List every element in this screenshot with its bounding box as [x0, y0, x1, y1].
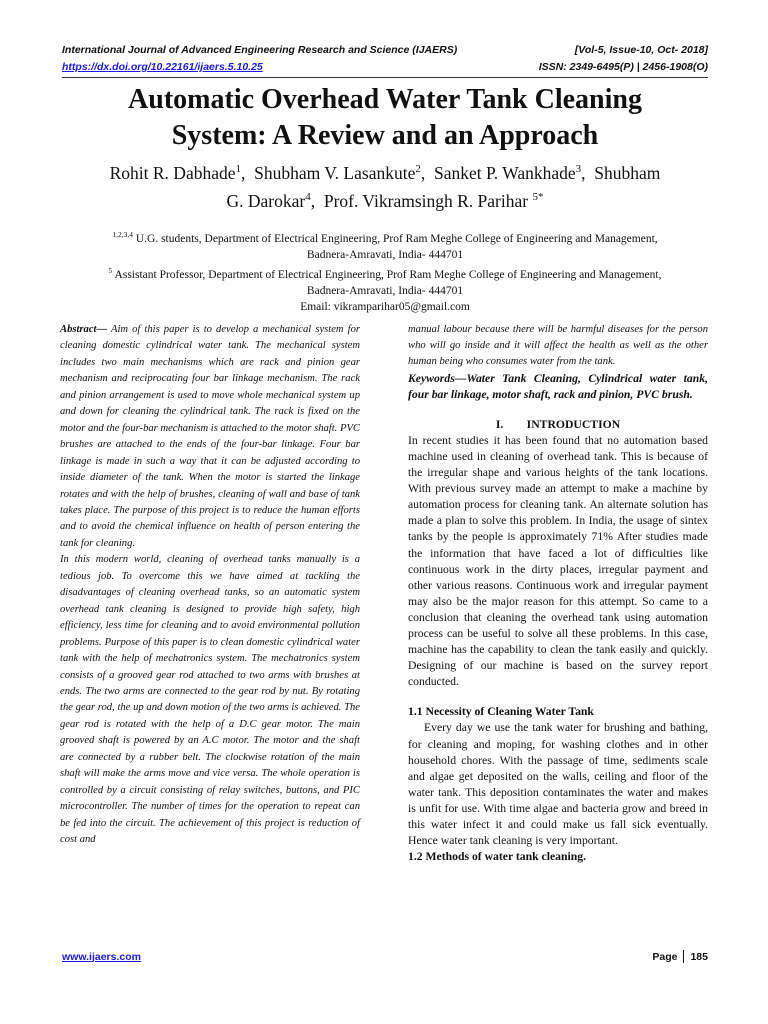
contact-email: Email: vikramparihar05@gmail.com	[300, 300, 470, 313]
page-number: 185	[690, 950, 708, 963]
author-3-mark: 3	[575, 163, 582, 175]
paper-title	[62, 82, 708, 154]
page-divider	[683, 950, 684, 963]
affil-students-line-2: Badnera-Amravati, India- 444701	[306, 248, 464, 261]
author-1: Rohit R. Dabhade	[109, 162, 236, 183]
abstract-paragraph-1: Abstract— Aim of this paper is to develop a mechanical system for cleaning domestic cylindrical water tank. The mechanical system includes two main mechanisms which are rack and pinion gear mechanism and reciprocating four bar linkage mechanism. The rack and pinion arrangement is used to move whole mechanical system up and down for cleaning the cylindrical tank. The rack is fixed on the motor and the four-bar mechanism is attached to the motor shaft. PVC brushes are attached to the ends of the four-bar linkage. Four bar linkage is made in such a way that it can be adjusted according to inside diameter of the tank. When the motor is started the linkage rotates and with the help of brushes, cleaning of wall and base of tank takes place. The purpose of this project is to reduce the human efforts and to avoid the chemical influence on health of person entering the tank for cleaning.	[60, 324, 360, 549]
affil-students-mark: 1,2,3,4	[112, 230, 133, 239]
author-3: Sanket P. Wankhade	[433, 162, 576, 183]
issn-info: ISSN: 2349-6495(P) | 2456-1908(O)	[538, 61, 708, 73]
abstract-paragraph-2: In this modern world, cleaning of overhead tanks manually is a tedious job. To overcome this we have aimed at tackling the disadvantages of cleaning overhead tanks, so an automatic system overhead tank cleaning is designed to provide high safety, high efficiency, less time for cleaning and to avoid environmental pollution problems. Purpose of this paper is to clean domestic cylindrical water tank with the help of mechatronics system. The mechatronics system consists of a grooved gear rod attached to two arms with brushes at ends. The two arms are connected to the gear rod by nut. By rotating the gear rod, the up and down motion of the two arms is achieved. The gear rod is rotated with the help of a D.C gear motor. The main grooved shaft is powered by an A.C motor. The motor and the shaft are connected by a rubber belt. The clockwise rotation of the main shaft will make the arms move and vice versa. The whole operation is controlled by a circuit consisting of relay switches, buttons, and PIC microcontroller. The number of times for the operation to repeat can be fed into the circuit. The achievement of this project is reduction of cost and	[60, 554, 360, 846]
author-line-2: G. Darokar$^4$, Prof. Vikramsingh R. Parihar $^{5*}$	[226, 190, 544, 211]
journal-website-link[interactable]: www.ijaers.com	[62, 950, 141, 963]
journal-name: International Journal of Advanced Engineering Research and Science (IJAERS)	[62, 44, 458, 56]
doi-link[interactable]: https://dx.doi.org/10.22161/ijaers.5.10.25	[62, 61, 263, 73]
page-number-block	[652, 950, 708, 963]
subsection-heading-1-2: 1.2 Methods of water tank cleaning.	[408, 850, 587, 864]
volume-info: [Vol-5, Issue-10, Oct- 2018]	[574, 44, 708, 56]
author-4-first: Shubham	[594, 162, 661, 183]
left-column	[60, 322, 360, 849]
subsection-heading-1-1: 1.1 Necessity of Cleaning Water Tank	[408, 705, 594, 719]
section-heading-introduction: I. INTRODUCTION	[495, 417, 621, 431]
author-4-rest: G. Darokar	[226, 190, 306, 211]
author-5: Prof. Vikramsingh R. Parihar	[323, 190, 529, 211]
right-column	[408, 322, 708, 865]
author-5-mark: 5*	[532, 190, 544, 203]
page-label: Page	[652, 950, 678, 963]
author-2-mark: 2	[415, 163, 421, 175]
title-line-2: System: A Review and an Approach	[171, 120, 599, 151]
author-list	[62, 157, 708, 213]
page-footer	[62, 950, 708, 963]
header-rule	[62, 77, 708, 78]
author-line-1: Rohit R. Dabhade$^1$, Shubham V. Lasankute$^2$, Sanket P. Wankhade$^3$, Shubham	[109, 162, 661, 183]
author-1-mark: 1	[235, 163, 241, 175]
affil-prof-mark: 5	[108, 265, 113, 275]
keywords: Keywords—Water Tank Cleaning, Cylindrical water tank, four bar linkage, motor shaft, rack and pinion, PVC brush.	[408, 371, 708, 401]
affil-students-line-1: $^{1,2,3,4}$ U.G. students, Department of Electrical Engineering, Prof Ram Meghe College of Engineering and Management,	[112, 230, 658, 245]
title-line-1: Automatic Overhead Water Tank Cleaning	[128, 84, 642, 115]
subsection-text-1-1: Every day we use the tank water for brushing and bathing, for cleaning and moping, for washing clothes and in other household chores. With the passage of time, sediments scale and algae get deposited on the walls, ceiling and floor of the water tank. This deposition contaminates the water and makes is unfit for use. With time algae and bacteria grow and breed in this water infect it and could make us fall sick eventually. Hence water tank cleaning is very important.	[408, 721, 708, 848]
author-2: Shubham V. Lasankute	[254, 162, 416, 183]
affil-prof-line-2: Badnera-Amravati, India- 444701	[306, 284, 464, 297]
author-4-mark: 4	[305, 190, 311, 203]
abstract-label: Abstract—	[60, 324, 108, 335]
introduction-text: In recent studies it has been found that no automation based machine used in cleaning of overhead tank. This is because of the irregular shape and various heights of the tank locations. With previous survey made an attempt to make a machine by automation process for cleaning tank. An alternate solution has made a plan to solve this problem. In India, the usage of sintex tanks by the people is approximately 71% After studies made the information that have faced a lot of difficulties like continuous work in the dirty places, irregular payment and other various reasons. Continuous work and irregular payment may also be the major reason for this attempt. So came to a conclusion that cleaning the overhead tank using automation process can be useful to solve all these problems. In this case, machine has the capability to clean the tank easily and quickly. Designing of our machine is based on the survey report conducted.	[408, 433, 708, 689]
abstract-continued: manual labour because there will be harmful diseases for the person who will go inside and it will affect the health as well as the other human being who consumes water from the tank.	[408, 324, 708, 368]
running-header	[62, 44, 708, 56]
running-header-doi-row	[62, 61, 708, 73]
affiliations	[62, 227, 708, 315]
affil-prof-line-1: $^5$ Assistant Professor, Department of Electrical Engineering, Prof Ram Meghe College of Engineering and Management,	[108, 265, 662, 281]
